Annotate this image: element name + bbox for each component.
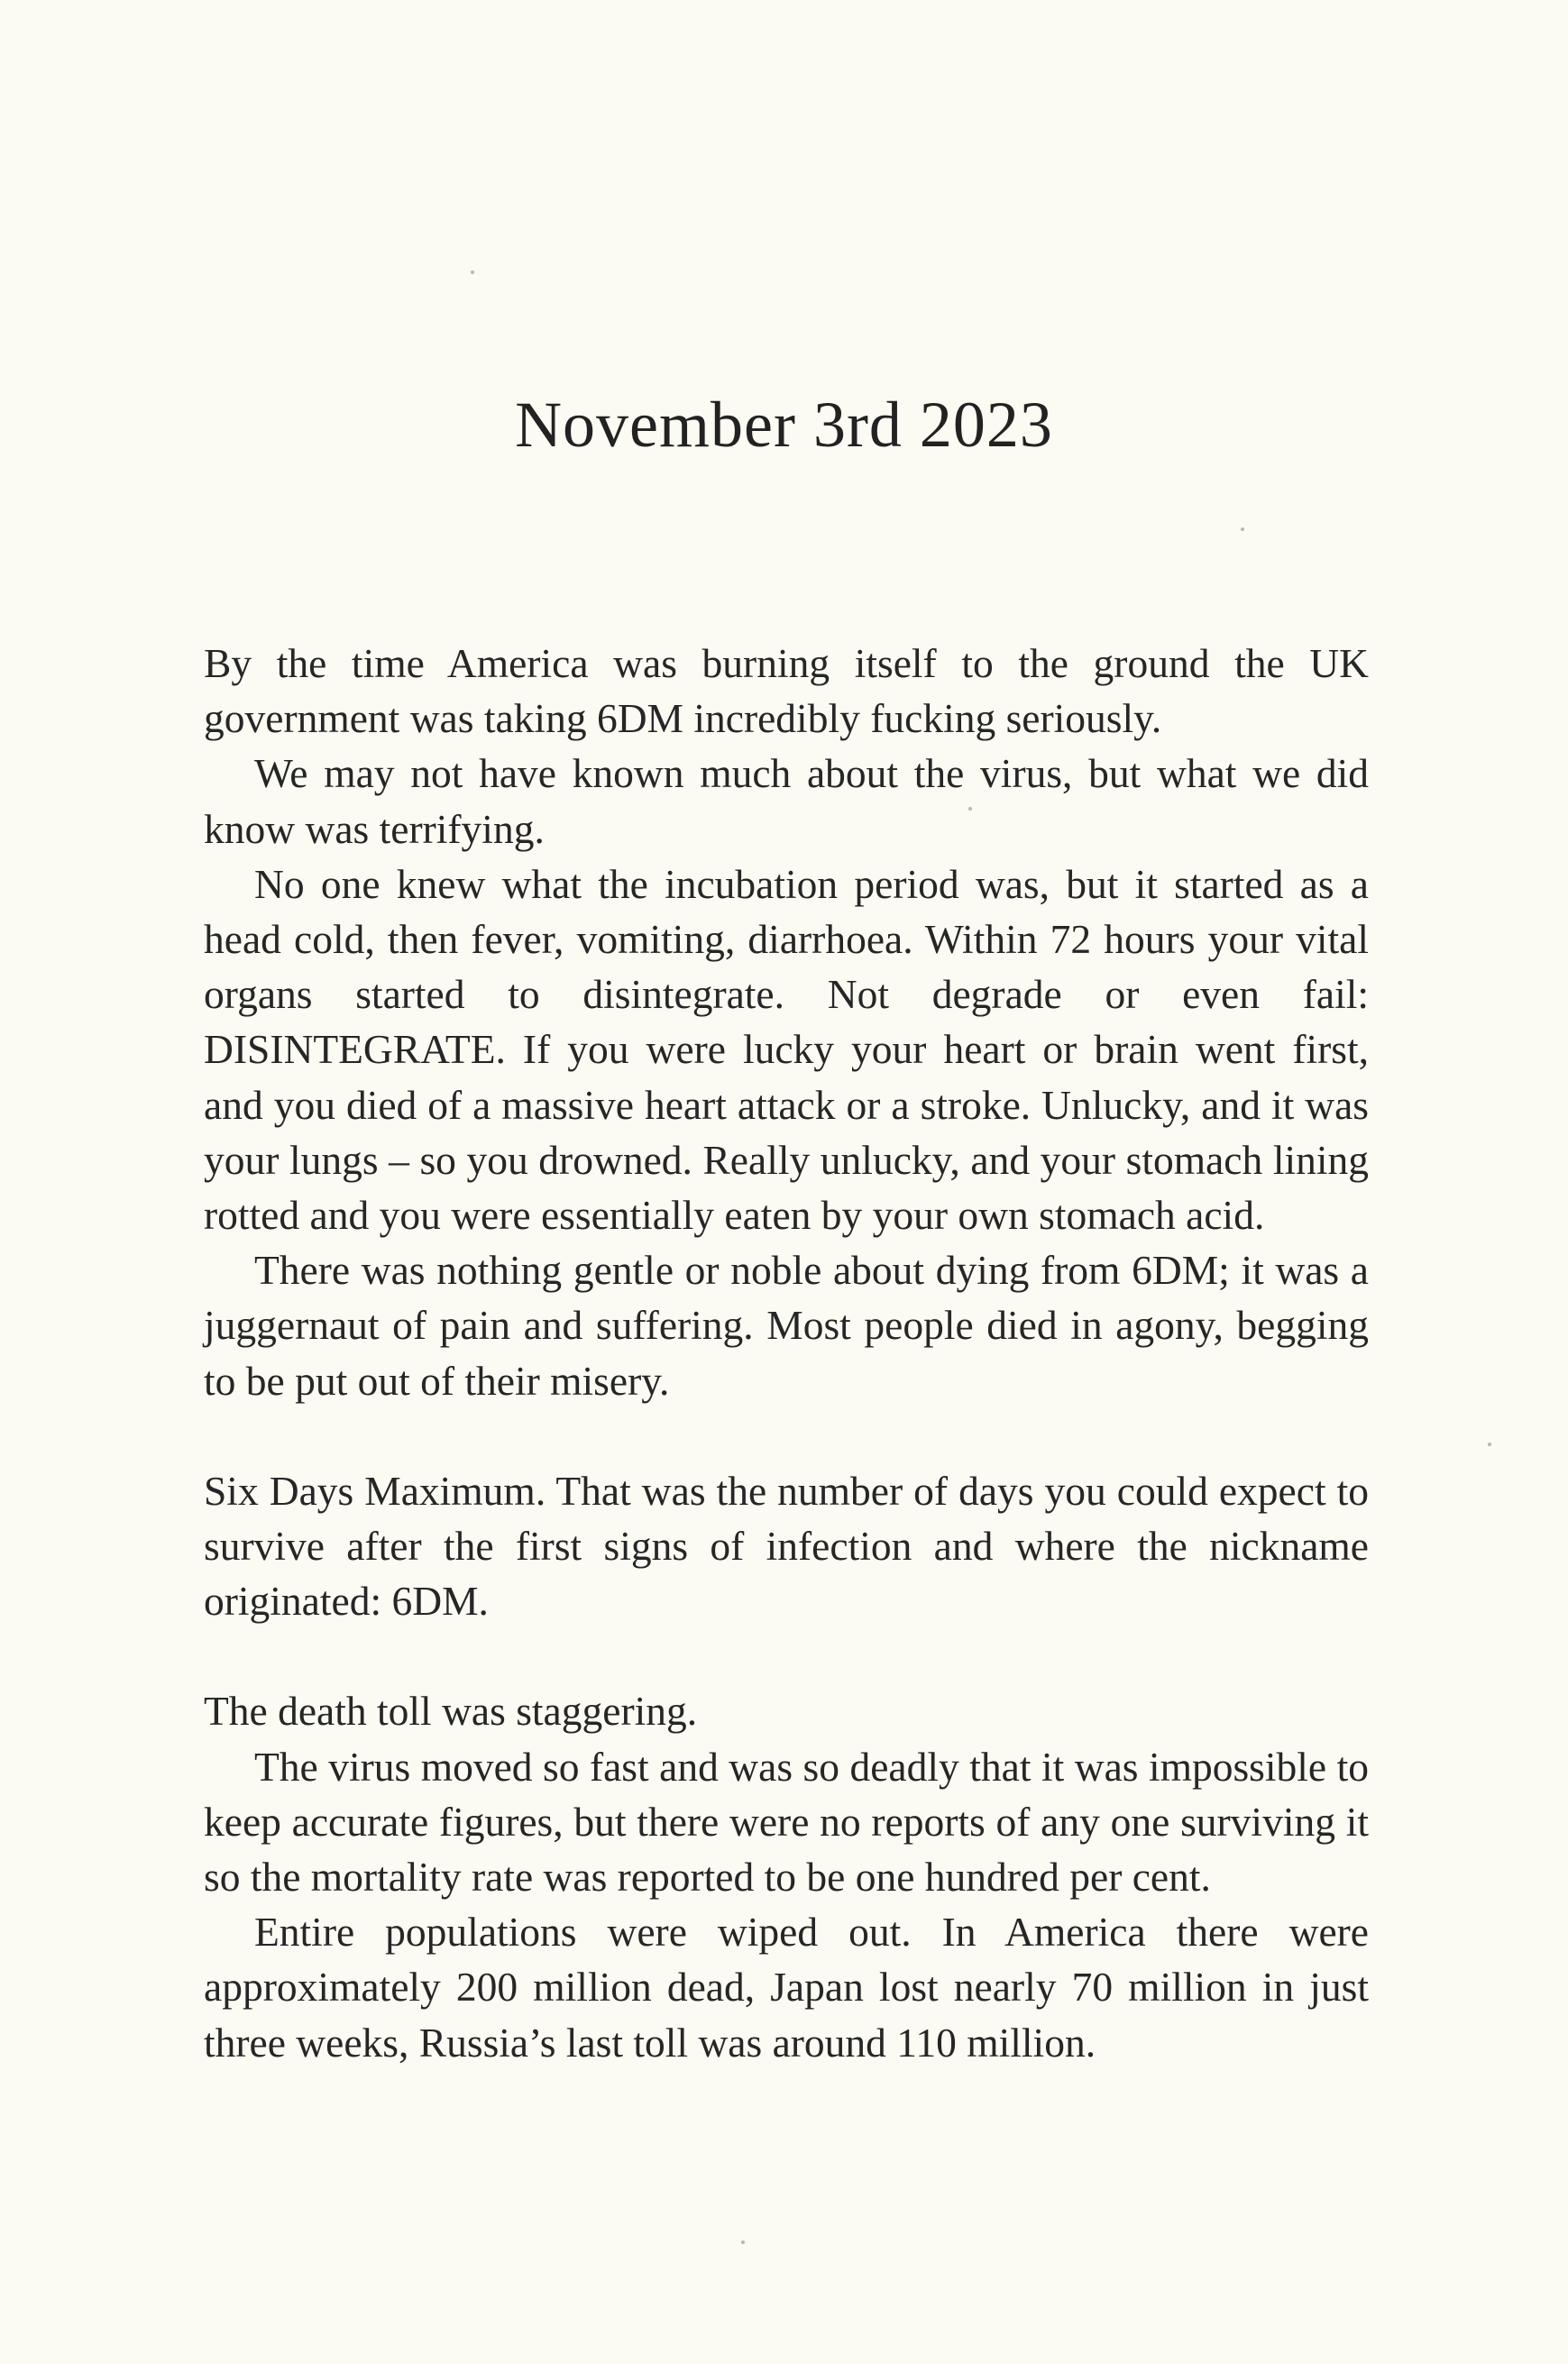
paper-speck <box>968 807 972 811</box>
paragraph-3: No one knew what the incubation period was, but it started as a head cold, then fever, vomiting, diarrhoea. Within 72 hours your vital organs started to disintegrate. Not degrade or even fail: DISINTEGRATE. If you were lucky your heart or brain went first, and you died of a massive heart attack or a stroke. Unlucky, and it was your lungs – so you drowned. Really unlucky, and your stomach lining rotted and you were essentially eaten by your own stomach acid. <box>204 860 1369 1239</box>
paper-speck <box>741 2240 745 2244</box>
body-text <box>204 636 1369 2070</box>
chapter-title: November 3rd 2023 <box>515 389 1053 461</box>
paragraph-1: By the time America was burning itself to the ground the UK government was taking 6DM incredibly fucking seriously. <box>204 640 1369 742</box>
paper-speck <box>471 270 474 274</box>
paragraph-2: We may not have known much about the virus, but what we did know was terrifying. <box>204 750 1369 852</box>
paragraph-6: The death toll was staggering. <box>204 1688 698 1735</box>
paragraph-5: Six Days Maximum. That was the number of days you could expect to survive after the first signs of infection and where the nickname originated: 6DM. <box>204 1467 1369 1625</box>
paper-speck <box>1488 1443 1491 1446</box>
paragraph-7: The virus moved so fast and was so deadly that it was impossible to keep accurate figures, but there were no reports of any one surviving it so the mortality rate was reported to be one hundred per cent. <box>204 1743 1369 1901</box>
paper-speck <box>1241 527 1244 531</box>
paragraph-4: There was nothing gentle or noble about dying from 6DM; it was a juggernaut of pain and suffering. Most people died in agony, begging to be put out of their misery. <box>204 1247 1369 1404</box>
paragraph-8: Entire populations were wiped out. In America there were approximately 200 million dead, Japan lost nearly 70 million in just three weeks, Russia’s last toll was around 110 million. <box>204 1909 1369 2066</box>
